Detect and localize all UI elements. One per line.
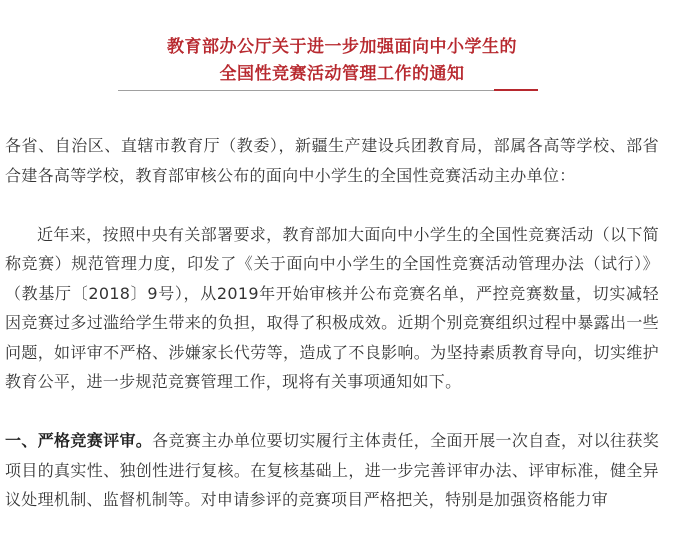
article-body xyxy=(5,131,659,544)
section-1-paragraph xyxy=(5,426,659,515)
title-line-2: 全国性竞赛活动管理工作的通知 xyxy=(219,64,465,84)
section-1-heading: 一、严格竞赛评审。 xyxy=(5,431,153,450)
recipients-paragraph: 各省、自治区、直辖市教育厅（教委），新疆生产建设兵团教育局，部属各高等学校、部省合建各高等学校，教育部审核公布的面向中小学生的全国性竞赛活动主办单位： xyxy=(5,136,659,185)
title-divider xyxy=(118,90,538,91)
title-divider-accent xyxy=(494,89,538,91)
intro-paragraph: 近年来，按照中央有关部署要求，教育部加大面向中小学生的全国性竞赛活动（以下简称竞赛）规范管理力度，印发了《关于面向中小学生的全国性竞赛活动管理办法（试行）》（教基厅〔2018〕9号），从2019年开始审核并公布竞赛名单，严控竞赛数量，切实减轻因竞赛过多过滥给学生带来的负担，取得了积极成效。近期个别竞赛组织过程中暴露出一些问题，如评审不严格、涉嫌家长代劳等，造成了不良影响。为坚持素质教育导向，切实维护教育公平，进一步规范竞赛管理工作，现将有关事项通知如下。 xyxy=(5,224,659,391)
title-line-1: 教育部办公厅关于进一步加强面向中小学生的 xyxy=(167,37,517,57)
article-title xyxy=(0,34,684,88)
section-1-body: 各竞赛主办单位要切实履行主体责任，全面开展一次自查，对以往获奖项目的真实性、独创性进行复核。在复核基础上，进一步完善评审办法、评审标准，健全异议处理机制、监督机制等。对申请参评的竞赛项目严格把关，特别是加强资格能力审 xyxy=(5,431,659,509)
